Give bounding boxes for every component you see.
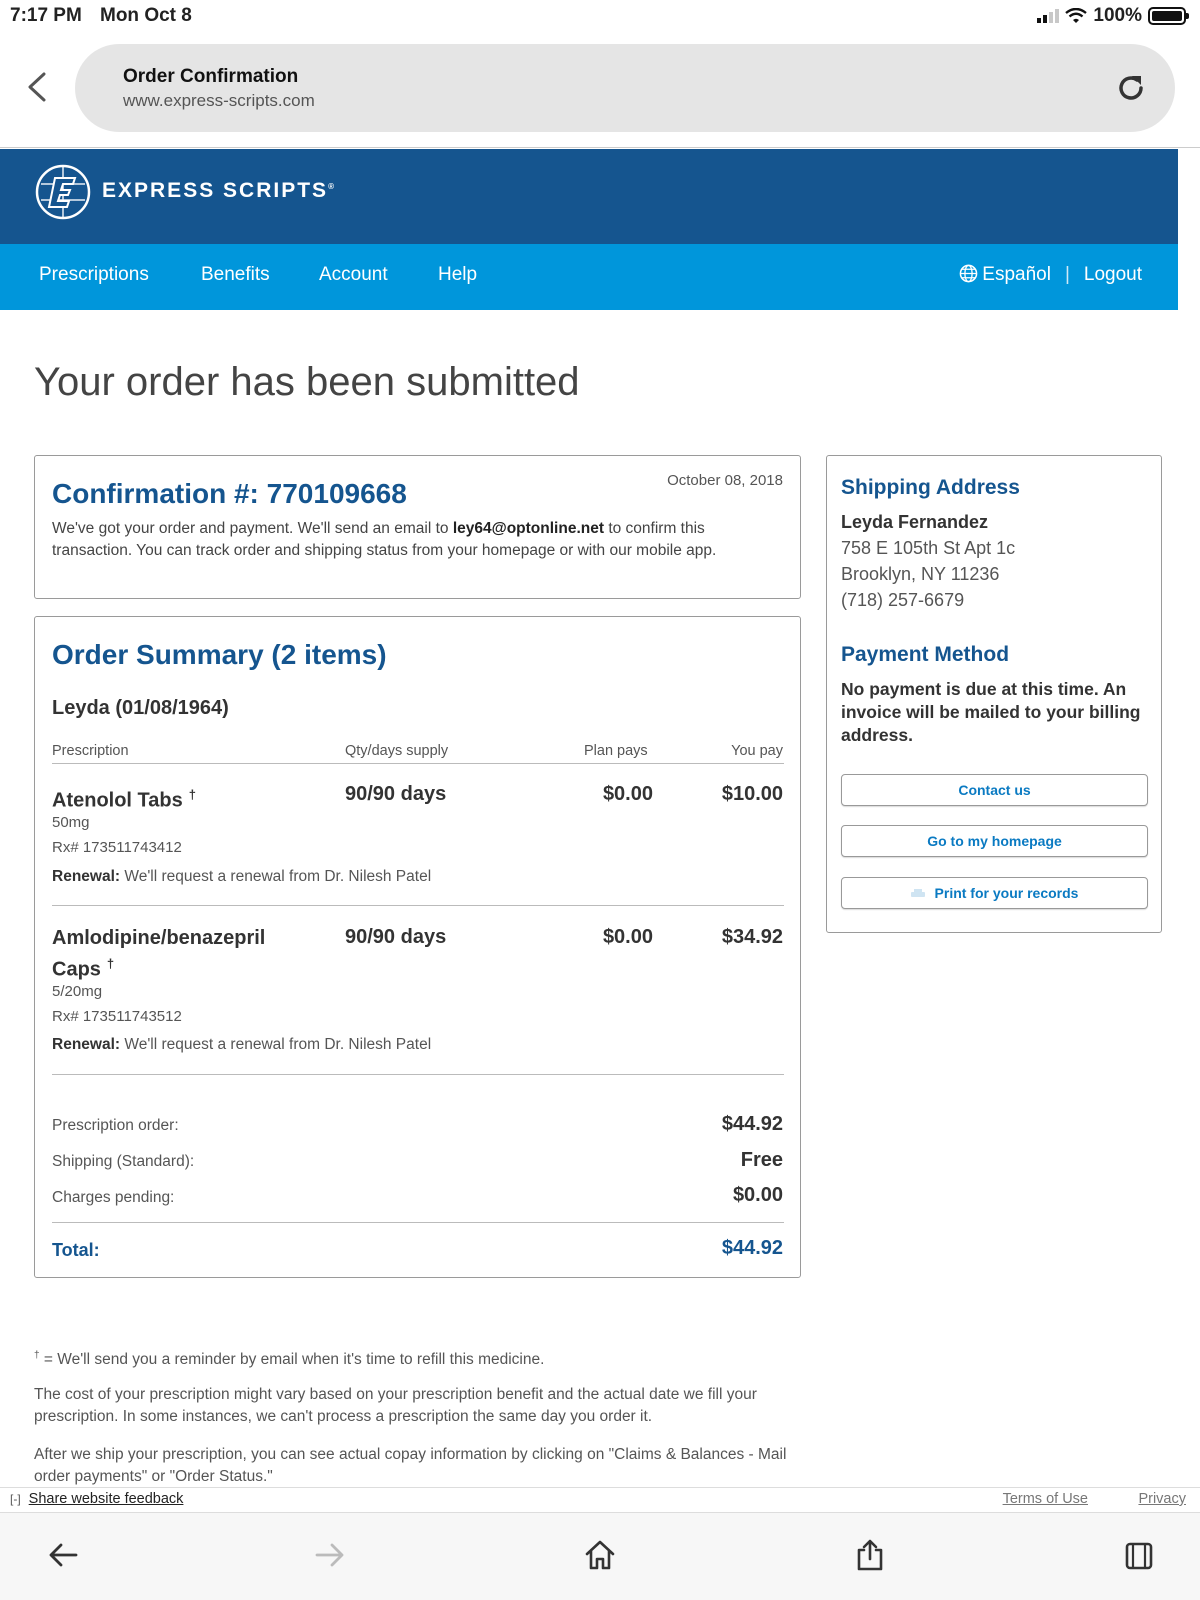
drug-qty: 90/90 days (345, 926, 447, 948)
back-chevron-icon[interactable] (26, 72, 48, 102)
battery-percent: 100% (1093, 5, 1142, 26)
drug-name-text: Amlodipine/benazepril Caps (52, 927, 266, 981)
summary-value: $0.00 (732, 1184, 783, 1206)
forward-arrow-icon[interactable] (313, 1538, 347, 1572)
summary-value: $44.92 (721, 1113, 783, 1135)
contact-us-button[interactable]: Contact us (841, 774, 1148, 806)
page-title: Your order has been submitted (34, 360, 580, 404)
shipping-phone: (718) 257-6679 (841, 590, 965, 610)
drug-you-pay: $34.92 (721, 926, 783, 948)
summary-value: Free (740, 1149, 783, 1171)
drug-strength: 5/20mg (52, 983, 103, 1000)
registered-mark: ® (328, 182, 336, 191)
drug-plan-pays: $0.00 (602, 783, 653, 805)
go-to-homepage-button[interactable]: Go to my homepage (841, 825, 1148, 857)
footnote-cost: The cost of your prescription might vary based on your prescription benefit and the actual date we fill your prescription. In some instances, we can't process a prescription the same day you order it. (34, 1386, 757, 1425)
url-host: www.express-scripts.com (123, 91, 315, 110)
nav-account[interactable]: Account (319, 264, 388, 285)
status-bar (0, 0, 1200, 32)
logo-text[interactable] (102, 179, 336, 203)
share-icon[interactable] (853, 1538, 887, 1572)
nav-utility (959, 264, 1142, 286)
print-records-button[interactable] (841, 877, 1148, 909)
drug-name (52, 925, 312, 983)
language-label: Español (982, 264, 1051, 285)
drug-rx-number: Rx# 173511743412 (52, 839, 182, 856)
status-indicators (1037, 5, 1186, 27)
reload-icon[interactable] (1115, 72, 1147, 104)
order-summary-card (34, 616, 801, 1278)
confirmation-email: ley64@optonline.net (452, 520, 605, 537)
reminder-dagger: † (188, 787, 196, 802)
drug-renewal (52, 868, 431, 886)
logout-link[interactable]: Logout (1083, 264, 1142, 285)
drug-name-text: Atenolol Tabs (52, 789, 183, 812)
footnote-after-ship: After we ship your prescription, you can see actual copay information by clicking on "Claims & Balances - Mail order payments" or "Order Status." (34, 1446, 787, 1485)
tabs-icon[interactable] (1122, 1538, 1156, 1572)
drug-plan-pays: $0.00 (602, 926, 653, 948)
total-label: Total: (52, 1240, 100, 1260)
payment-text: No payment is due at this time. An invoice will be mailed to your billing address. (841, 679, 1141, 745)
renewal-label: Renewal: (52, 868, 121, 885)
status-date: Mon Oct 8 (100, 5, 192, 26)
confirmation-date: October 08, 2018 (667, 472, 783, 489)
back-arrow-icon[interactable] (46, 1538, 80, 1572)
summary-label: Prescription order: (52, 1117, 179, 1134)
browser-toolbar (0, 1513, 1200, 1600)
globe-icon (959, 264, 978, 283)
battery-icon (1148, 7, 1186, 25)
col-prescription: Prescription (52, 743, 129, 759)
site-header (0, 149, 1178, 244)
summary-label: Charges pending: (52, 1189, 175, 1206)
divider (52, 1222, 784, 1223)
confirmation-text-1: We've got your order and payment. We'll send an email to (52, 520, 453, 537)
drug-rx-number: Rx# 173511743512 (52, 1008, 182, 1025)
footnote-dagger: † (34, 1350, 40, 1361)
footnote-reminder-text: = We'll send you a reminder by email when it's time to refill this medicine. (39, 1351, 545, 1369)
drug-qty: 90/90 days (345, 783, 447, 805)
feedback-area (10, 1491, 183, 1507)
status-time: 7:17 PM (10, 5, 82, 26)
print-label: Print for your records (934, 885, 1079, 901)
url-page-title: Order Confirmation (123, 66, 299, 87)
share-feedback-link[interactable]: Share website feedback (28, 1491, 184, 1507)
home-icon[interactable] (583, 1538, 617, 1572)
renewal-label: Renewal: (52, 1036, 121, 1053)
confirmation-card (34, 455, 801, 599)
drug-renewal (52, 1036, 431, 1054)
shipping-line1: 758 E 105th St Apt 1c (841, 538, 1016, 558)
nav-benefits[interactable]: Benefits (201, 264, 270, 285)
confirmation-number: Confirmation #: 770109668 (52, 478, 407, 509)
footnote-reminder (34, 1345, 814, 1371)
reminder-dagger: † (106, 956, 115, 971)
shipping-line2: Brooklyn, NY 11236 (841, 564, 1000, 584)
divider (52, 763, 784, 764)
shipping-payment-card (826, 455, 1162, 933)
nav-separator: | (1064, 264, 1070, 285)
main-nav (0, 244, 1178, 310)
divider (52, 1074, 784, 1075)
order-summary-title: Order Summary (2 items) (52, 639, 387, 670)
total-value: $44.92 (721, 1237, 783, 1259)
address-bar[interactable] (75, 44, 1175, 132)
renewal-text: We'll request a renewal from Dr. Nilesh Patel (120, 868, 432, 885)
privacy-link[interactable]: Privacy (1138, 1491, 1186, 1507)
summary-label: Shipping (Standard): (52, 1153, 195, 1170)
browser-bar (0, 32, 1200, 148)
footer-link-bar (0, 1487, 1200, 1513)
wifi-icon (1065, 8, 1087, 24)
patient-name: Leyda (01/08/1964) (52, 697, 229, 719)
print-icon (911, 889, 925, 899)
shipping-heading: Shipping Address (841, 476, 1020, 499)
language-link[interactable] (959, 264, 1051, 286)
confirmation-text-2: to confirm this transaction. You can track order and shipping status from your homepage or with our mobile app. (52, 520, 717, 559)
brand-name: EXPRESS SCRIPTS (102, 179, 329, 202)
feedback-icon: [-] (10, 1492, 21, 1506)
confirmation-message (52, 518, 782, 562)
divider (52, 905, 784, 906)
renewal-text: We'll request a renewal from Dr. Nilesh Patel (120, 1036, 432, 1053)
drug-strength: 50mg (52, 814, 90, 831)
terms-of-use-link[interactable]: Terms of Use (1002, 1491, 1088, 1507)
shipping-name: Leyda Fernandez (841, 512, 989, 532)
nav-help[interactable]: Help (438, 264, 478, 285)
col-you-pay: You pay (731, 743, 783, 759)
drug-name (52, 782, 312, 814)
col-qty: Qty/days supply (345, 743, 449, 759)
drug-you-pay: $10.00 (721, 783, 783, 805)
col-plan-pays: Plan pays (584, 743, 648, 759)
payment-heading: Payment Method (841, 643, 1010, 666)
nav-prescriptions[interactable]: Prescriptions (39, 264, 149, 285)
signal-icon (1037, 9, 1059, 23)
express-scripts-logo-icon[interactable] (35, 164, 91, 220)
